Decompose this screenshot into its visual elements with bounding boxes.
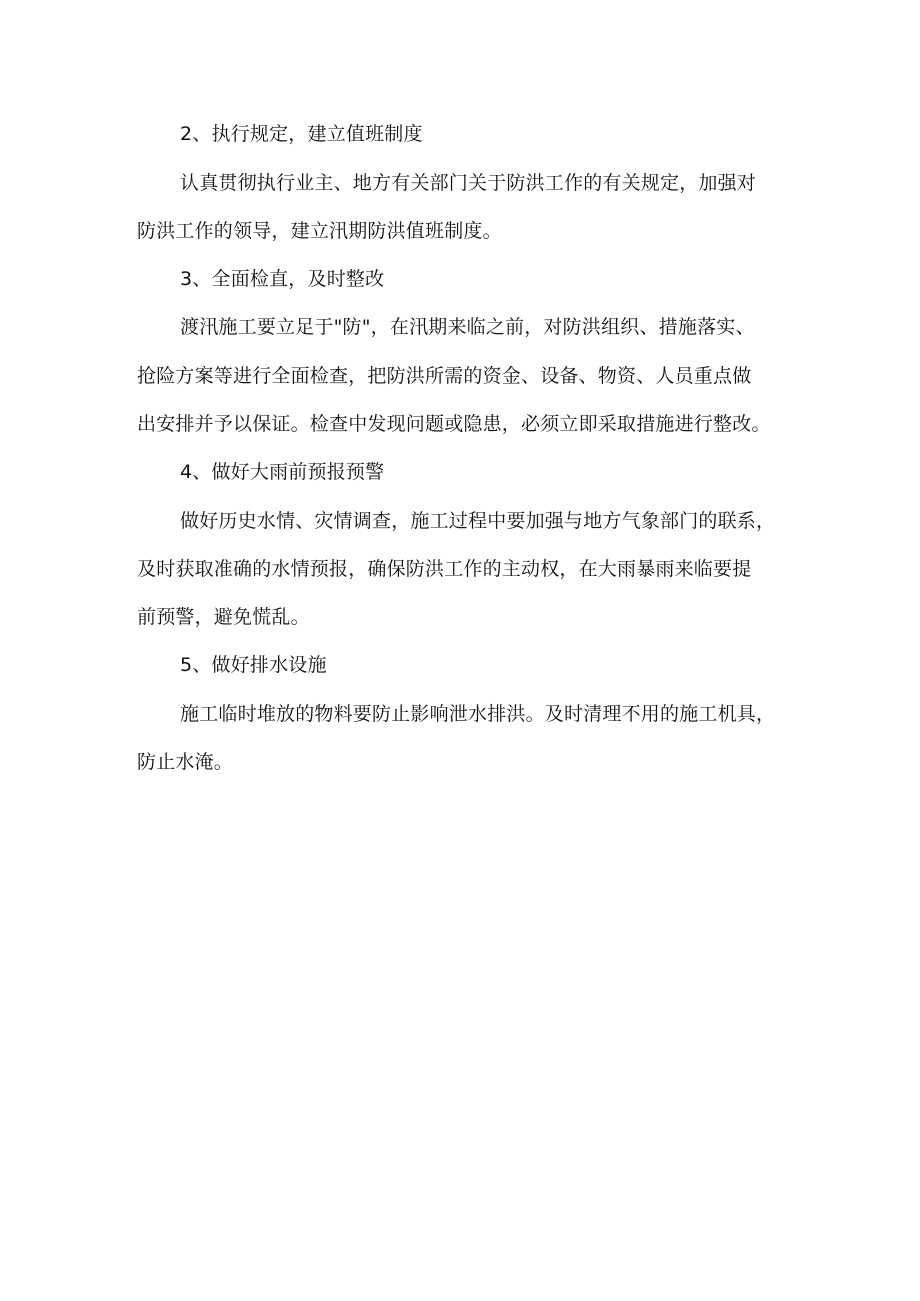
section-text-line: 施工临时堆放的物料要防止影响泄水排洪。及时清理不用的施工机具， (180, 703, 776, 725)
section-text-line: 防止水淹。 (137, 751, 234, 773)
section-heading-inspection: 3、全面检直，及时整改 (180, 268, 385, 290)
section-text-line: 防洪工作的领导，建立汛期防洪值班制度。 (137, 220, 502, 242)
section-text-line: 做好历史水情、灾情调查，施工过程中要加强与地方气象部门的联系， (180, 510, 776, 532)
section-text-line: 前预警，避免慌乱。 (137, 606, 310, 628)
section-heading-forecast-warning: 4、做好大雨前预报预警 (180, 461, 385, 483)
section-heading-drainage: 5、做好排水设施 (180, 654, 327, 676)
section-text-line: 认真贯彻执行业主、地方有关部门关于防洪工作的有关规定，加强对 (180, 172, 757, 194)
section-text-line: 及时获取准确的水情预报，确保防洪工作的主动权，在大雨暴雨来临要提 (137, 558, 752, 580)
section-text-line: 抢险方案等进行全面检查，把防洪所需的资金、设备、物资、人员重点做 (137, 365, 752, 387)
section-text-line: 渡汛施工要立足于"防"，在汛期来临之前，对防洪组织、措施落实、 (180, 316, 755, 338)
section-heading-duty-system: 2、执行规定，建立值班制度 (180, 123, 423, 145)
section-text-line: 出安排并予以保证。检查中发现问题或隐患，必须立即采取措施进行整改。 (137, 413, 771, 435)
